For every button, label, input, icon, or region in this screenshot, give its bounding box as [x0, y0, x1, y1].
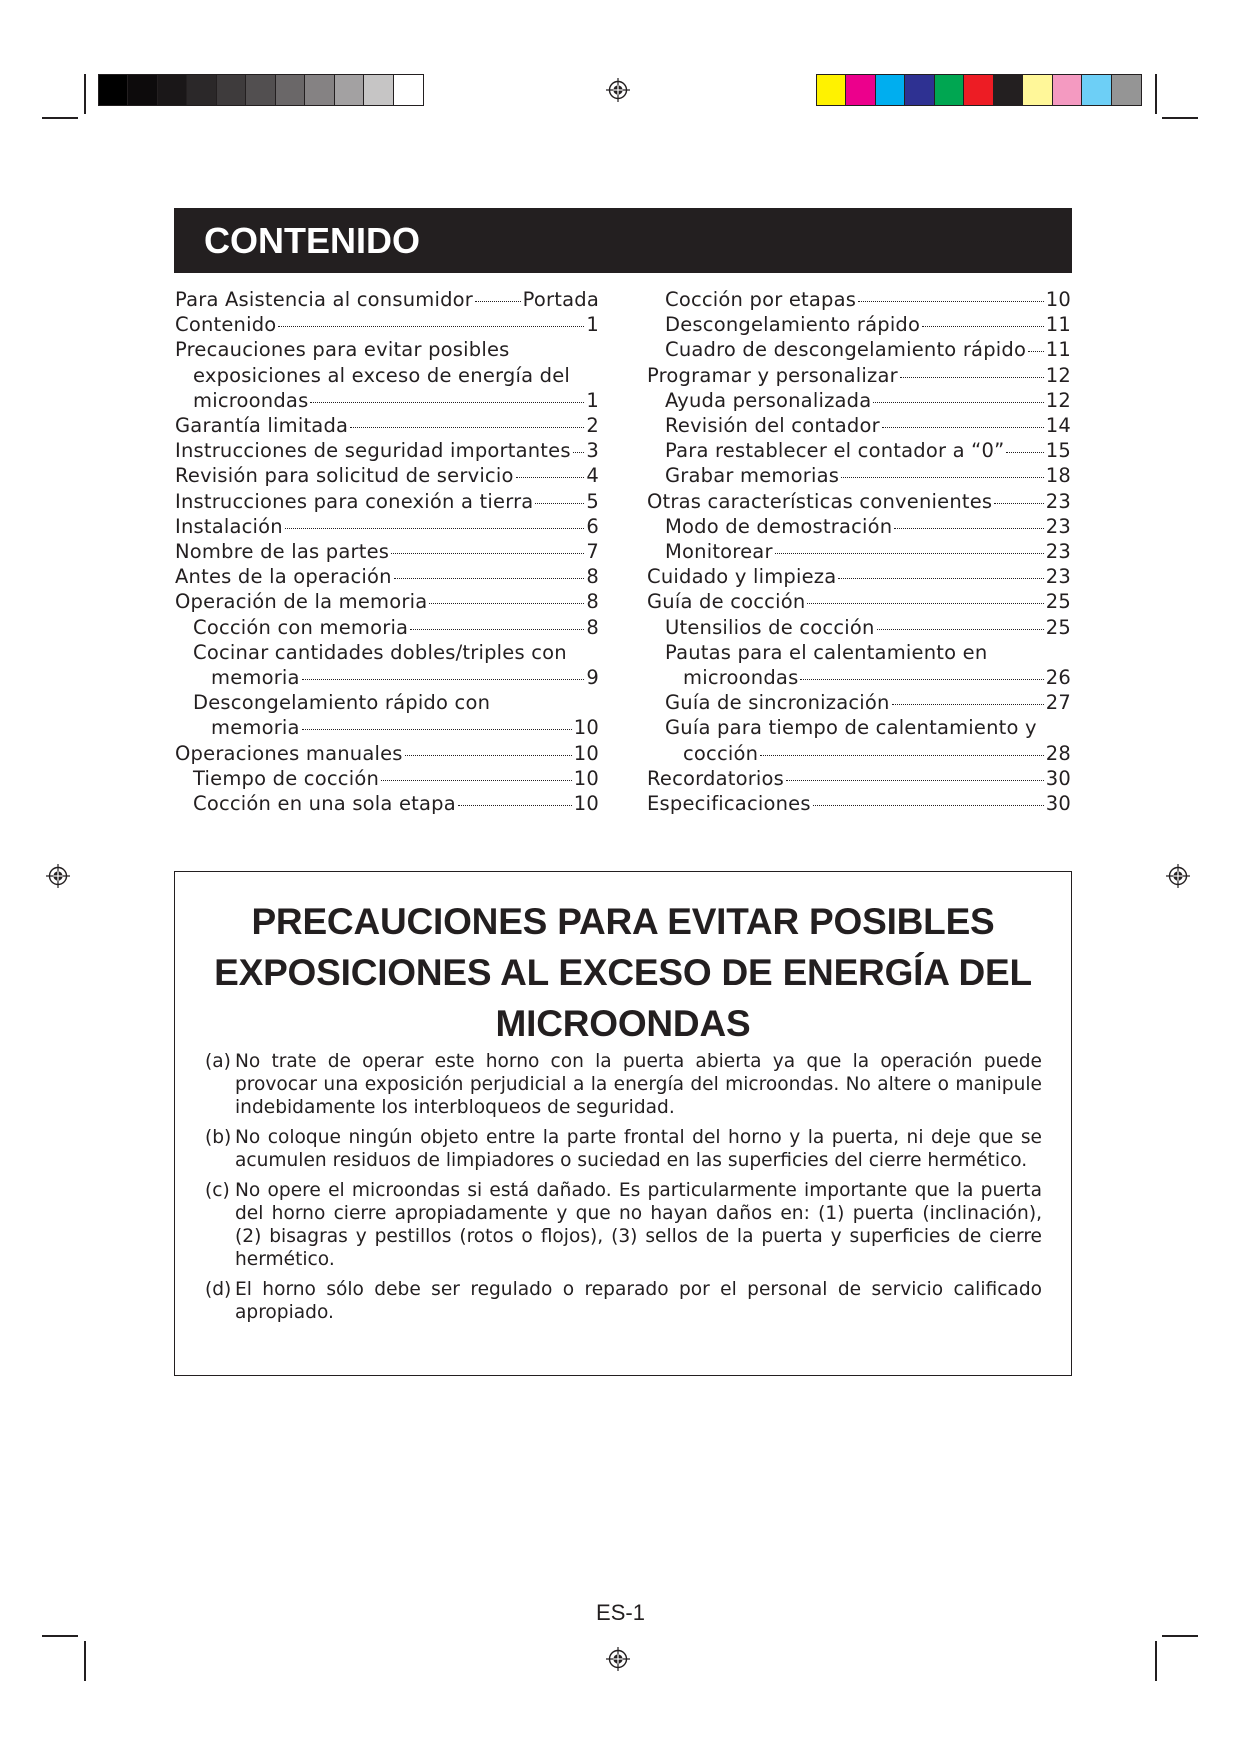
precautions-title-line: MICROONDAS	[495, 1003, 751, 1044]
precautions-box	[174, 871, 1072, 1376]
gray-calibration-bar	[98, 74, 424, 106]
dot-leader	[894, 528, 1043, 529]
toc-entry-label: Revisión para solicitud de servicio	[175, 464, 514, 488]
dot-leader	[994, 503, 1043, 504]
dot-leader	[1006, 452, 1043, 453]
toc-page-number: 12	[1045, 363, 1071, 387]
toc-entry-label: Antes de la operación	[175, 565, 392, 589]
toc-entry-label: Cocción en una sola etapa	[193, 792, 456, 816]
toc-entry-label: Cocción por etapas	[665, 288, 857, 311]
toc-entry	[175, 615, 599, 640]
precaution-item	[205, 1126, 1042, 1172]
contents-title: CONTENIDO	[204, 219, 420, 261]
dot-leader	[813, 805, 1044, 806]
toc-entry-label: microondas	[683, 666, 799, 690]
toc-page-number: 11	[1045, 338, 1071, 362]
toc-entry-label: Guía de cocción	[647, 590, 806, 614]
toc-entry	[175, 489, 599, 514]
toc-entry	[647, 615, 1071, 640]
color-calibration-bar	[816, 74, 1142, 106]
calibration-swatch	[876, 75, 905, 105]
precaution-item	[205, 1179, 1042, 1271]
dot-leader	[873, 402, 1043, 403]
toc-entry	[175, 287, 599, 312]
calibration-swatch	[905, 75, 934, 105]
calibration-swatch	[99, 75, 128, 105]
toc-entry-label: Guía de sincronización	[665, 691, 890, 715]
precautions-title-line: EXPOSICIONES AL EXCESO DE ENERGÍA DEL	[214, 952, 1032, 993]
toc-entry	[175, 312, 599, 337]
toc-entry-label: Instrucciones de seguridad importantes	[175, 439, 571, 463]
toc-page-number: 18	[1045, 464, 1071, 488]
toc-entry-label: Operaciones manuales	[175, 741, 403, 765]
contents-heading-band	[174, 208, 1072, 273]
precaution-item	[205, 1050, 1042, 1119]
calibration-swatch	[187, 75, 216, 105]
dot-leader	[573, 452, 585, 453]
dot-leader	[535, 503, 584, 504]
dot-leader	[429, 603, 584, 604]
toc-page-number: 25	[1045, 590, 1071, 614]
toc-page-number: 3	[586, 439, 599, 463]
registration-target-icon	[606, 78, 630, 102]
toc-entry	[175, 463, 599, 488]
toc-page-number: 25	[1045, 615, 1071, 639]
toc-entry	[647, 589, 1071, 614]
toc-page-number: 1	[586, 388, 599, 412]
dot-leader	[841, 477, 1044, 478]
calibration-swatch	[935, 75, 964, 105]
toc-entry	[175, 438, 599, 463]
toc-page-number: 8	[586, 590, 599, 614]
toc-entry-label: Especificaciones	[647, 792, 811, 816]
calibration-swatch	[128, 75, 157, 105]
dot-leader	[858, 301, 1044, 302]
dot-leader	[760, 755, 1044, 756]
toc-entry-label: microondas	[193, 388, 309, 412]
toc-entry	[647, 463, 1071, 488]
toc-entry	[647, 413, 1071, 438]
toc-entry-label: Utensilios de cocción	[665, 615, 875, 639]
crop-mark	[1155, 1641, 1157, 1681]
toc-page-number: 14	[1045, 414, 1071, 438]
toc-entry-label: Guía para tiempo de calentamiento y	[665, 716, 1037, 740]
toc-entry-label: Para restablecer el contador a “0”	[665, 439, 1005, 463]
toc-entry	[647, 287, 1071, 312]
toc-entry-label: Operación de la memoria	[175, 590, 428, 614]
precautions-list	[205, 1050, 1042, 1331]
toc-entry	[647, 312, 1071, 337]
toc-entry	[647, 363, 1071, 388]
toc-entry	[175, 589, 599, 614]
toc-page-number: 12	[1045, 388, 1071, 412]
toc-entry-label: exposiciones al exceso de energía del	[193, 363, 571, 387]
toc-entry	[647, 438, 1071, 463]
toc-page-number: 6	[586, 514, 599, 538]
registration-target-icon	[606, 1647, 630, 1671]
toc-page-number: 7	[586, 540, 599, 564]
toc-entry	[175, 741, 599, 766]
toc-left-column	[175, 287, 599, 816]
calibration-swatch	[1112, 75, 1141, 105]
toc-entry-label: Instalación	[175, 514, 283, 538]
calibration-swatch	[964, 75, 993, 105]
dot-leader	[807, 603, 1043, 604]
dot-leader	[877, 629, 1044, 630]
registration-target-icon	[46, 864, 70, 888]
toc-entry-label: Revisión del contador	[665, 414, 880, 438]
toc-entry-label: Ayuda personalizada	[665, 388, 872, 412]
precautions-title	[175, 896, 1071, 1049]
toc-page-number: 30	[1045, 766, 1071, 790]
precautions-title-line: PRECAUCIONES PARA EVITAR POSIBLES	[251, 901, 995, 942]
toc-entry-label: Instrucciones para conexión a tierra	[175, 489, 534, 513]
toc-entry-label: Cuadro de descongelamiento rápido	[665, 338, 1027, 362]
calibration-swatch	[817, 75, 846, 105]
toc-entry	[647, 791, 1071, 816]
toc-entry	[647, 388, 1071, 413]
toc-entry-label: Modo de demostración	[665, 514, 893, 538]
toc-page-number: 10	[573, 766, 599, 790]
calibration-swatch	[394, 75, 423, 105]
calibration-swatch	[846, 75, 875, 105]
toc-entry	[175, 413, 599, 438]
calibration-swatch	[246, 75, 275, 105]
toc-page-number: 8	[586, 615, 599, 639]
toc-page-number: 10	[573, 792, 599, 816]
toc-page-number: 10	[573, 716, 599, 740]
toc-entry	[647, 337, 1071, 362]
dot-leader	[775, 553, 1044, 554]
toc-page-number: 8	[586, 565, 599, 589]
dot-leader	[892, 704, 1044, 705]
precaution-tag: (a)	[205, 1051, 231, 1072]
toc-entry	[647, 715, 1071, 765]
toc-page-number: 2	[586, 414, 599, 438]
toc-entry	[647, 766, 1071, 791]
dot-leader	[302, 729, 572, 730]
toc-page-number: 28	[1045, 741, 1071, 765]
dot-leader	[838, 578, 1043, 579]
crop-mark	[1162, 1635, 1198, 1637]
dot-leader	[882, 427, 1044, 428]
dot-leader	[278, 326, 584, 327]
dot-leader	[410, 629, 584, 630]
calibration-swatch	[994, 75, 1023, 105]
toc-page-number: 23	[1045, 489, 1071, 513]
dot-leader	[516, 477, 585, 478]
dot-leader	[405, 755, 572, 756]
toc-entry	[175, 640, 599, 690]
toc-page-number: 23	[1045, 565, 1071, 589]
dot-leader	[310, 402, 584, 403]
calibration-swatch	[1053, 75, 1082, 105]
toc-entry	[647, 489, 1071, 514]
calibration-swatch	[276, 75, 305, 105]
toc-entry	[647, 514, 1071, 539]
toc-entry	[647, 564, 1071, 589]
toc-right-column	[647, 287, 1071, 816]
toc-page-number: 30	[1045, 792, 1071, 816]
crop-mark	[1155, 74, 1157, 114]
dot-leader	[800, 679, 1043, 680]
precaution-text: No trate de operar este horno con la puerta abierta ya que la operación puede provocar una exposición perjudicial a la energía del microondas. No altere o manipule indebidamente los interbloqueos de seguridad.	[235, 1051, 1042, 1118]
calibration-swatch	[305, 75, 334, 105]
dot-leader	[922, 326, 1044, 327]
dot-leader	[285, 528, 585, 529]
toc-entry-label: memoria	[211, 716, 300, 740]
toc-entry-label: memoria	[211, 666, 300, 690]
toc-page-number: 10	[573, 741, 599, 765]
toc-entry-label: Nombre de las partes	[175, 540, 390, 564]
crop-mark	[84, 74, 86, 114]
registration-target-icon	[1166, 864, 1190, 888]
dot-leader	[900, 377, 1044, 378]
precaution-text: No opere el microondas si está dañado. Es particularmente importante que la puerta del horno cierre apropiadamente y que no hayan daños en: (1) puerta (inclinación), (2) bisagras y pestillos (rotos o flojos), (3) sellos de la puerta y superficies de cierre hermético.	[235, 1180, 1042, 1270]
precaution-text: No coloque ningún objeto entre la parte frontal del horno y la puerta, ni deje que se acumulen residuos de limpiadores o suciedad en las superficies del cierre hermético.	[235, 1127, 1042, 1171]
toc-entry	[175, 514, 599, 539]
calibration-swatch	[158, 75, 187, 105]
toc-entry	[175, 766, 599, 791]
toc-entry-label: Garantía limitada	[175, 414, 349, 438]
toc-entry-label: Programar y personalizar	[647, 363, 898, 387]
toc-entry-label: Cuidado y limpieza	[647, 565, 837, 589]
dot-leader	[394, 578, 585, 579]
toc-page-number: Portada	[522, 288, 599, 311]
toc-entry-label: Recordatorios	[647, 766, 785, 790]
toc-entry-label: Precauciones para evitar posibles	[175, 338, 510, 362]
toc-entry	[647, 690, 1071, 715]
toc-entry	[647, 640, 1071, 690]
precaution-item	[205, 1278, 1042, 1324]
dot-leader	[381, 780, 572, 781]
precaution-text: El horno sólo debe ser regulado o reparado por el personal de servicio calificado apropiado.	[235, 1279, 1042, 1323]
dot-leader	[302, 679, 585, 680]
page-number: ES-1	[596, 1600, 645, 1625]
dot-leader	[786, 780, 1044, 781]
toc-page-number: 26	[1045, 666, 1071, 690]
crop-mark	[42, 1635, 78, 1637]
toc-page-number: 23	[1045, 540, 1071, 564]
toc-entry-label: Pautas para el calentamiento en	[665, 640, 988, 664]
toc-entry-label: cocción	[683, 741, 759, 765]
precaution-tag: (b)	[205, 1127, 232, 1148]
calibration-swatch	[364, 75, 393, 105]
toc-entry-label: Tiempo de cocción	[193, 766, 380, 790]
calibration-swatch	[217, 75, 246, 105]
precaution-tag: (c)	[205, 1180, 230, 1201]
toc-entry-label: Monitorear	[665, 540, 773, 564]
dot-leader	[391, 553, 584, 554]
toc-entry	[175, 690, 599, 740]
toc-page-number: 23	[1045, 514, 1071, 538]
toc-entry-label: Descongelamiento rápido con	[193, 691, 491, 715]
toc-page-number: 27	[1045, 691, 1071, 715]
toc-entry	[647, 539, 1071, 564]
crop-mark	[42, 117, 78, 119]
crop-mark	[1162, 117, 1198, 119]
toc-entry-label: Cocinar cantidades dobles/triples con	[193, 640, 567, 664]
toc-entry-label: Descongelamiento rápido	[665, 313, 921, 337]
toc-page-number: 15	[1045, 439, 1071, 463]
dot-leader	[350, 427, 584, 428]
toc-entry	[175, 539, 599, 564]
toc-page-number: 11	[1045, 313, 1071, 337]
toc-entry-label: Otras características convenientes	[647, 489, 993, 513]
toc-page-number: 5	[586, 489, 599, 513]
toc-entry	[175, 564, 599, 589]
calibration-swatch	[1023, 75, 1052, 105]
toc-page-number: 9	[586, 666, 599, 690]
dot-leader	[1028, 351, 1044, 352]
calibration-swatch	[1082, 75, 1111, 105]
toc-page-number: 10	[1045, 288, 1071, 311]
toc-entry-label: Para Asistencia al consumidor	[175, 288, 473, 311]
toc-entry	[175, 791, 599, 816]
toc-entry-label: Cocción con memoria	[193, 615, 409, 639]
crop-mark	[84, 1641, 86, 1681]
precaution-tag: (d)	[205, 1279, 232, 1300]
calibration-swatch	[335, 75, 364, 105]
toc-entry-label: Grabar memorias	[665, 464, 840, 488]
toc-entry	[175, 337, 599, 413]
dot-leader	[475, 301, 521, 302]
toc-entry-label: Contenido	[175, 313, 277, 337]
toc-page-number: 1	[586, 313, 599, 337]
dot-leader	[458, 805, 572, 806]
toc-page-number: 4	[586, 464, 599, 488]
